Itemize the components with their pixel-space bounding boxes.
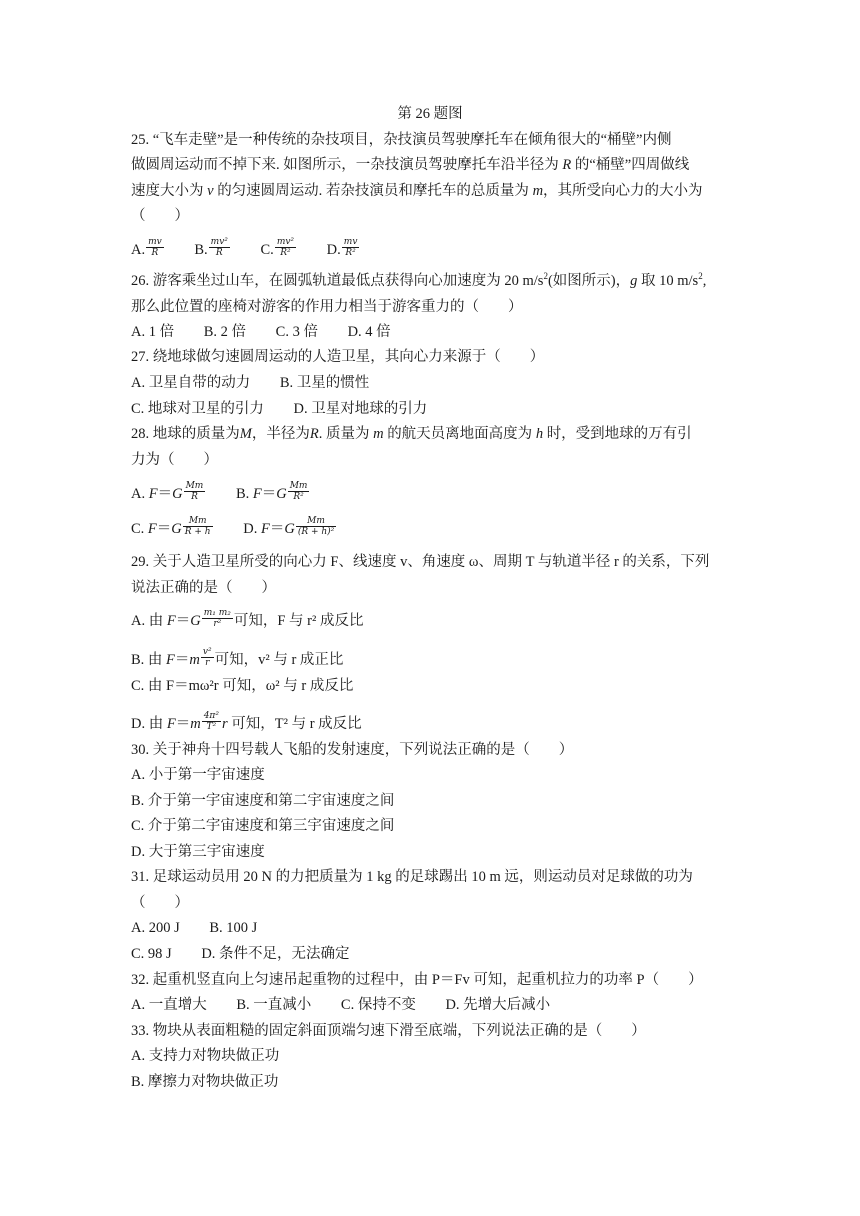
q31-option-c: C. 98 J [131, 946, 172, 962]
fraction: $\frac{\text{mv²}}{\text{R²}}$ [276, 237, 295, 259]
q25-stem-line1: 25. “飞车走壁”是一种传统的杂技项目，杂技演员驾驶摩托车在倾角很大的“桶壁”内侧 [131, 132, 672, 148]
q26-option-b: B. 2 倍 [203, 324, 247, 340]
q29-option-b: B. 由 F＝m $\frac{\text{v²}}{r}$ 可知，v² 与 r 成正比 [131, 647, 344, 669]
figure-caption: 第 26 题图 [397, 106, 463, 122]
q30-option-a: A. 小于第一宇宙速度 [131, 767, 265, 783]
q28-option-a: A. F＝G $\frac{Mm}{R}$ [131, 481, 204, 503]
q28-options-row2 [131, 516, 337, 539]
fraction: $\frac{Mm}{R + h}$ [184, 516, 211, 538]
q32-options [131, 995, 550, 1015]
q29-option-d: D. 由 F＝m $\frac{\text{4π²}}{\text{T²}}$ r 可知，T² 与 r 成反比 [131, 711, 362, 733]
q32-option-b: B. 一直减小 [236, 997, 312, 1013]
fraction: $\frac{\text{mv²}}{R}$ [210, 237, 228, 259]
fraction: $\frac{\text{v²}}{r}$ [202, 647, 212, 669]
q29-stem-line1: 29. 关于人造卫星所受的向心力 F、线速度 v、角速度 ω、周期 T 与轨道半径 r 的关系，下列 [131, 554, 710, 570]
q25-option-b: B. $\frac{\text{mv²}}{R}$ [194, 237, 228, 259]
q28-stem-line2: 力为（ ） [131, 452, 218, 468]
q32-option-c: C. 保持不变 [340, 997, 416, 1013]
q31-answer-bracket: （ ） [131, 895, 189, 911]
q31-options-row1 [131, 918, 257, 938]
q30-stem: 30. 关于神舟十四号载人飞船的发射速度，下列说法正确的是（ ） [131, 742, 574, 758]
q30-option-c: C. 介于第二宇宙速度和第三宇宙速度之间 [131, 818, 395, 834]
q31-option-a: A. 200 J [131, 920, 180, 936]
q29-option-c: C. 由 F＝mω²r 可知，ω² 与 r 成反比 [131, 678, 354, 694]
q27-options-row2 [131, 399, 427, 419]
q31-stem-line1: 31. 足球运动员用 20 N 的力把质量为 1 kg 的足球踢出 10 m 远，则运动员对足球做的功为 [131, 869, 693, 885]
q32-option-a: A. 一直增大 [131, 997, 207, 1013]
fraction: $\frac{Mm}{\text{(R + h)²}}$ [297, 516, 335, 538]
q26-option-a: A. 1 倍 [131, 324, 175, 340]
q27-option-c: C. 地球对卫星的引力 [131, 401, 264, 417]
q28-option-d: D. F＝G $\frac{Mm}{\text{(R + h)²}}$ [243, 516, 335, 538]
q30-option-b: B. 介于第一宇宙速度和第二宇宙速度之间 [131, 793, 395, 809]
q26-stem-line2: 那么此位置的座椅对游客的作用力相当于游客重力的（ ） [131, 299, 523, 315]
q25-option-c: C. $\frac{\text{mv²}}{\text{R²}}$ [260, 237, 295, 259]
q32-option-d: D. 先增大后减小 [445, 997, 551, 1013]
q28-stem-line1: 28. 地球的质量为M，半径为R. 质量为 m 的航天员离地面高度为 h 时，受到地球的万有引 [131, 426, 692, 442]
q27-option-b: B. 卫星的惯性 [279, 375, 370, 391]
q33-stem: 33. 物块从表面粗糙的固定斜面顶端匀速下滑至底端，下列说法正确的是（ ） [131, 1023, 646, 1039]
q27-options-row1 [131, 373, 369, 393]
q31-option-b: B. 100 J [209, 920, 258, 936]
q29-stem-line2: 说法正确的是（ ） [131, 580, 276, 596]
q27-stem: 27. 绕地球做匀速圆周运动的人造卫星，其向心力来源于（ ） [131, 349, 545, 365]
fraction: $\frac{mv}{\text{R²}}$ [343, 237, 358, 259]
q26-options [131, 322, 391, 342]
q26-stem-line1: 26. 游客乘坐过山车，在圆弧轨道最低点获得向心加速度为 20 $m/s^2$(如图所示)，g 取 10 $m/s^2$, [131, 271, 707, 289]
q25-stem-line2: 做圆周运动而不掉下来. 如图所示，一杂技演员驾驶摩托车沿半径为 R 的“桶壁”四周做线 [131, 157, 690, 173]
q31-options-row2 [131, 944, 350, 964]
fraction: $\frac{\text{m₁ m₂}}{\text{r²}}$ [203, 608, 231, 630]
fraction: $\frac{Mm}{R}$ [185, 481, 204, 503]
q27-option-a: A. 卫星自带的动力 [131, 375, 251, 391]
q26-option-c: C. 3 倍 [275, 324, 318, 340]
q28-option-c: C. F＝G $\frac{Mm}{R + h}$ [131, 516, 211, 538]
q25-option-d: D. $\frac{mv}{\text{R²}}$ [326, 237, 358, 259]
q33-option-a: A. 支持力对物块做正功 [131, 1048, 280, 1064]
q27-option-d: D. 卫星对地球的引力 [293, 401, 428, 417]
q25-stem-line3: 速度大小为 v 的匀速圆周运动. 若杂技演员和摩托车的总质量为 m，其所受向心力的大小为 [131, 183, 703, 199]
q25-options [131, 237, 360, 260]
q25-answer-bracket: （ ） [131, 208, 189, 224]
q30-option-d: D. 大于第三宇宙速度 [131, 844, 265, 860]
q25-option-a: A. $\frac{mv}{R}$ [131, 237, 162, 259]
fraction: $\frac{mv}{R}$ [148, 237, 162, 259]
q28-option-b: B. F＝G $\frac{Mm}{\text{R²}}$ [235, 481, 308, 503]
fraction: $\frac{\text{4π²}}{\text{T²}}$ [203, 711, 219, 733]
q29-option-a: A. 由 F＝G $\frac{\text{m₁ m₂}}{\text{r²}}$ 可知，F 与 r² 成反比 [131, 608, 364, 630]
q28-options-row1 [131, 481, 310, 504]
q33-option-b: B. 摩擦力对物块做正功 [131, 1074, 279, 1090]
fraction: $\frac{Mm}{\text{R²}}$ [289, 481, 308, 503]
q26-option-d: D. 4 倍 [347, 324, 391, 340]
q31-option-d: D. 条件不足，无法确定 [201, 946, 350, 962]
q32-stem: 32. 起重机竖直向上匀速吊起重物的过程中，由 P＝Fv 可知，起重机拉力的功率 P（ ） [131, 972, 703, 988]
